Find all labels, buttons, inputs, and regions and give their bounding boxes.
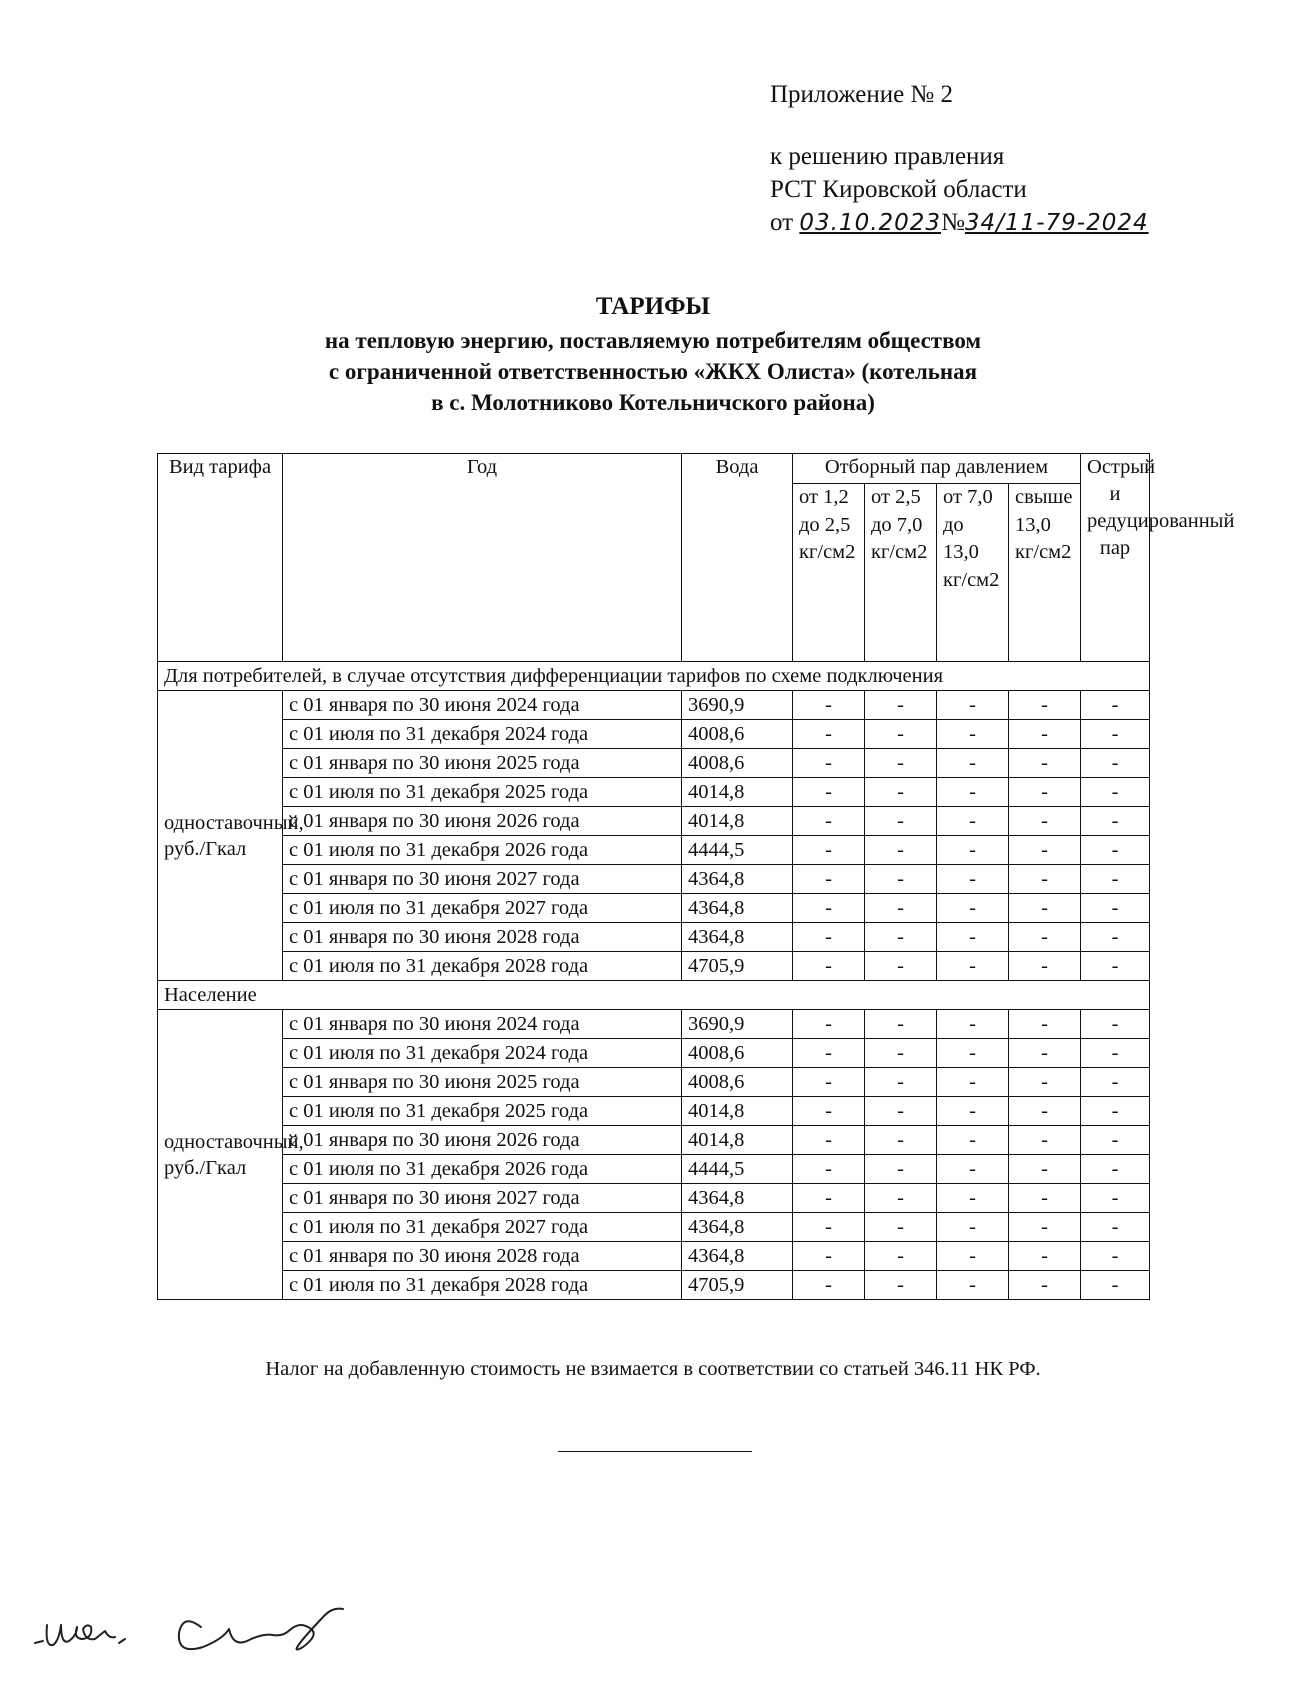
steam-2-cell: - (865, 1039, 937, 1068)
steam-1-cell: - (793, 691, 865, 720)
handwritten-date: 03.10.2023 (799, 210, 942, 236)
table-row (158, 952, 1150, 981)
sharp-steam-cell: - (1081, 1010, 1150, 1039)
sharp-steam-cell: - (1081, 1184, 1150, 1213)
table-row (158, 1126, 1150, 1155)
handwritten-number: 34/11-79-2024 (964, 210, 1149, 236)
steam-1-cell: - (793, 1126, 865, 1155)
steam-1-cell: - (793, 1271, 865, 1300)
steam-1-cell: - (793, 836, 865, 865)
steam-3-cell: - (937, 1010, 1009, 1039)
steam-4-cell: - (1009, 1155, 1081, 1184)
period-cell: с 01 июля по 31 декабря 2027 года (283, 894, 682, 923)
table-row (158, 923, 1150, 952)
steam-4-cell: - (1009, 691, 1081, 720)
water-tariff-cell: 4014,8 (682, 807, 793, 836)
sharp-steam-cell: - (1081, 1068, 1150, 1097)
steam-1-cell: - (793, 865, 865, 894)
steam-3-cell: - (937, 865, 1009, 894)
table-row (158, 749, 1150, 778)
water-tariff-cell: 4705,9 (682, 952, 793, 981)
document-title: ТАРИФЫ (595, 293, 711, 320)
water-tariff-cell: 4364,8 (682, 923, 793, 952)
water-tariff-cell: 4364,8 (682, 1242, 793, 1271)
steam-4-cell: - (1009, 836, 1081, 865)
steam-1-cell: - (793, 1184, 865, 1213)
end-rule (558, 1451, 752, 1452)
table-row (158, 1010, 1150, 1039)
water-tariff-cell: 4008,6 (682, 720, 793, 749)
table-row (158, 1155, 1150, 1184)
appendix-line-decision: к решению правления (770, 143, 1005, 170)
table-row (158, 1242, 1150, 1271)
sharp-steam-cell: - (1081, 1271, 1150, 1300)
subtitle-line-2: с ограниченной ответственностью «ЖКХ Олиста» (котельная (328, 359, 978, 384)
steam-3-cell: - (937, 749, 1009, 778)
appendix-title: Приложение № 2 (770, 81, 954, 108)
steam-3-cell: - (937, 1271, 1009, 1300)
vat-footnote: Налог на добавленную стоимость не взимается в соответствии со статьей 346.11 НК РФ. (265, 1358, 1041, 1380)
steam-3-cell: - (937, 1039, 1009, 1068)
water-tariff-cell: 4014,8 (682, 1097, 793, 1126)
appendix-line-authority: РСТ Кировской области (770, 176, 1027, 203)
water-tariff-cell: 3690,9 (682, 1010, 793, 1039)
period-cell: с 01 июля по 31 декабря 2025 года (283, 778, 682, 807)
steam-3-cell: - (937, 1155, 1009, 1184)
sharp-steam-cell: - (1081, 1242, 1150, 1271)
subtitle-line-1: на тепловую энергию, поставляемую потребителям обществом (324, 328, 982, 353)
steam-3-cell: - (937, 952, 1009, 981)
section-header-row (158, 662, 1150, 691)
period-cell: с 01 января по 30 июня 2025 года (283, 1068, 682, 1097)
steam-3-cell: - (937, 1097, 1009, 1126)
number-prefix: № (941, 209, 965, 236)
period-cell: с 01 июля по 31 декабря 2024 года (283, 1039, 682, 1068)
steam-1-cell: - (793, 1242, 865, 1271)
sharp-steam-cell: - (1081, 1097, 1150, 1126)
steam-1-cell: - (793, 720, 865, 749)
table-row (158, 1039, 1150, 1068)
steam-2-cell: - (865, 1271, 937, 1300)
water-tariff-cell: 4444,5 (682, 1155, 793, 1184)
period-cell: с 01 июля по 31 декабря 2025 года (283, 1097, 682, 1126)
table-row (158, 836, 1150, 865)
period-cell: с 01 января по 30 июня 2027 года (283, 865, 682, 894)
appendix-reference (770, 140, 1149, 240)
water-tariff-cell: 4705,9 (682, 1271, 793, 1300)
steam-2-cell: - (865, 749, 937, 778)
sharp-steam-cell: - (1081, 923, 1150, 952)
steam-1-cell: - (793, 1155, 865, 1184)
steam-2-cell: - (865, 1126, 937, 1155)
steam-2-cell: - (865, 923, 937, 952)
period-cell: с 01 января по 30 июня 2026 года (283, 1126, 682, 1155)
period-cell: с 01 января по 30 июня 2028 года (283, 1242, 682, 1271)
steam-4-cell: - (1009, 952, 1081, 981)
steam-4-cell: - (1009, 720, 1081, 749)
steam-4-cell: - (1009, 923, 1081, 952)
water-tariff-cell: 3690,9 (682, 691, 793, 720)
steam-4-cell: - (1009, 1184, 1081, 1213)
steam-1-cell: - (793, 1097, 865, 1126)
steam-2-cell: - (865, 1097, 937, 1126)
period-cell: с 01 июля по 31 декабря 2027 года (283, 1213, 682, 1242)
header-year: Год (283, 454, 682, 662)
steam-2-cell: - (865, 1184, 937, 1213)
steam-3-cell: - (937, 1213, 1009, 1242)
steam-1-cell: - (793, 1068, 865, 1097)
steam-4-cell: - (1009, 865, 1081, 894)
header-steam-2-5-7: от 2,5 до 7,0 кг/см2 (865, 484, 937, 662)
sharp-steam-cell: - (1081, 952, 1150, 981)
tariff-kind-cell: одноставочный, руб./Гкал (158, 691, 283, 981)
water-tariff-cell: 4014,8 (682, 778, 793, 807)
table-row (158, 1271, 1150, 1300)
water-tariff-cell: 4364,8 (682, 894, 793, 923)
steam-3-cell: - (937, 691, 1009, 720)
water-tariff-cell: 4444,5 (682, 836, 793, 865)
table-row (158, 720, 1150, 749)
sharp-steam-cell: - (1081, 1126, 1150, 1155)
section-header-row (158, 981, 1150, 1010)
header-steam-over-13: свыше 13,0 кг/см2 (1009, 484, 1081, 662)
water-tariff-cell: 4364,8 (682, 1184, 793, 1213)
table-row (158, 894, 1150, 923)
tariff-table (157, 453, 1235, 1300)
header-water: Вода (682, 454, 793, 662)
table-row (158, 1097, 1150, 1126)
steam-1-cell: - (793, 778, 865, 807)
water-tariff-cell: 4364,8 (682, 865, 793, 894)
steam-2-cell: - (865, 865, 937, 894)
sharp-steam-cell: - (1081, 720, 1150, 749)
period-cell: с 01 июля по 31 декабря 2028 года (283, 952, 682, 981)
period-cell: с 01 января по 30 июня 2024 года (283, 691, 682, 720)
steam-1-cell: - (793, 807, 865, 836)
steam-2-cell: - (865, 1213, 937, 1242)
date-prefix: от (770, 209, 794, 236)
sharp-steam-cell: - (1081, 691, 1150, 720)
sharp-steam-cell: - (1081, 1039, 1150, 1068)
subtitle-line-3: в с. Молотниково Котельничского района) (431, 390, 875, 415)
steam-4-cell: - (1009, 894, 1081, 923)
steam-2-cell: - (865, 691, 937, 720)
table-row (158, 1068, 1150, 1097)
section-title: Для потребителей, в случае отсутствия дифференциации тарифов по схеме подключения (158, 662, 1150, 691)
steam-1-cell: - (793, 1039, 865, 1068)
appendix-date-line (770, 206, 1149, 240)
steam-2-cell: - (865, 1068, 937, 1097)
steam-4-cell: - (1009, 1097, 1081, 1126)
steam-1-cell: - (793, 923, 865, 952)
sharp-steam-cell: - (1081, 1155, 1150, 1184)
steam-1-cell: - (793, 1010, 865, 1039)
steam-4-cell: - (1009, 1010, 1081, 1039)
steam-3-cell: - (937, 778, 1009, 807)
period-cell: с 01 июля по 31 декабря 2028 года (283, 1271, 682, 1300)
period-cell: с 01 января по 30 июня 2027 года (283, 1184, 682, 1213)
period-cell: с 01 января по 30 июня 2028 года (283, 923, 682, 952)
table-row (158, 865, 1150, 894)
steam-1-cell: - (793, 749, 865, 778)
steam-4-cell: - (1009, 749, 1081, 778)
table-row (158, 1213, 1150, 1242)
sharp-steam-cell: - (1081, 836, 1150, 865)
sharp-steam-cell: - (1081, 865, 1150, 894)
document-subtitle (0, 325, 1306, 418)
steam-4-cell: - (1009, 1068, 1081, 1097)
steam-3-cell: - (937, 720, 1009, 749)
water-tariff-cell: 4364,8 (682, 1213, 793, 1242)
period-cell: с 01 июля по 31 декабря 2024 года (283, 720, 682, 749)
steam-4-cell: - (1009, 778, 1081, 807)
header-steam-1-2-5: от 1,2 до 2,5 кг/см2 (793, 484, 865, 662)
water-tariff-cell: 4008,6 (682, 1068, 793, 1097)
header-sharp-steam: Острый и редуцированный пар (1081, 454, 1150, 662)
steam-2-cell: - (865, 1242, 937, 1271)
sharp-steam-cell: - (1081, 1213, 1150, 1242)
steam-3-cell: - (937, 836, 1009, 865)
steam-2-cell: - (865, 894, 937, 923)
steam-4-cell: - (1009, 1213, 1081, 1242)
sharp-steam-cell: - (1081, 778, 1150, 807)
period-cell: с 01 июля по 31 декабря 2026 года (283, 1155, 682, 1184)
steam-2-cell: - (865, 720, 937, 749)
steam-4-cell: - (1009, 1242, 1081, 1271)
steam-1-cell: - (793, 894, 865, 923)
steam-3-cell: - (937, 1184, 1009, 1213)
table-row (158, 807, 1150, 836)
tariff-kind-cell: одноставочный, руб./Гкал (158, 1010, 283, 1300)
water-tariff-cell: 4014,8 (682, 1126, 793, 1155)
steam-2-cell: - (865, 1010, 937, 1039)
period-cell: с 01 января по 30 июня 2026 года (283, 807, 682, 836)
steam-3-cell: - (937, 807, 1009, 836)
steam-2-cell: - (865, 1155, 937, 1184)
period-cell: с 01 января по 30 июня 2024 года (283, 1010, 682, 1039)
steam-4-cell: - (1009, 1126, 1081, 1155)
water-tariff-cell: 4008,6 (682, 749, 793, 778)
steam-3-cell: - (937, 1068, 1009, 1097)
steam-4-cell: - (1009, 1271, 1081, 1300)
period-cell: с 01 июля по 31 декабря 2026 года (283, 836, 682, 865)
header-tariff-kind: Вид тарифа (158, 454, 283, 662)
steam-2-cell: - (865, 952, 937, 981)
steam-3-cell: - (937, 894, 1009, 923)
steam-4-cell: - (1009, 807, 1081, 836)
sharp-steam-cell: - (1081, 749, 1150, 778)
steam-3-cell: - (937, 1126, 1009, 1155)
steam-2-cell: - (865, 807, 937, 836)
header-steam-group: Отборный пар давлением (793, 454, 1081, 484)
water-tariff-cell: 4008,6 (682, 1039, 793, 1068)
steam-1-cell: - (793, 1213, 865, 1242)
table-row (158, 778, 1150, 807)
steam-1-cell: - (793, 952, 865, 981)
steam-3-cell: - (937, 1242, 1009, 1271)
sharp-steam-cell: - (1081, 807, 1150, 836)
sharp-steam-cell: - (1081, 894, 1150, 923)
table-row (158, 1184, 1150, 1213)
table-row (158, 691, 1150, 720)
section-title: Население (158, 981, 1150, 1010)
steam-4-cell: - (1009, 1039, 1081, 1068)
signature-marks (33, 1595, 363, 1675)
steam-3-cell: - (937, 923, 1009, 952)
steam-2-cell: - (865, 836, 937, 865)
steam-2-cell: - (865, 778, 937, 807)
period-cell: с 01 января по 30 июня 2025 года (283, 749, 682, 778)
header-steam-7-13: от 7,0 до 13,0 кг/см2 (937, 484, 1009, 662)
